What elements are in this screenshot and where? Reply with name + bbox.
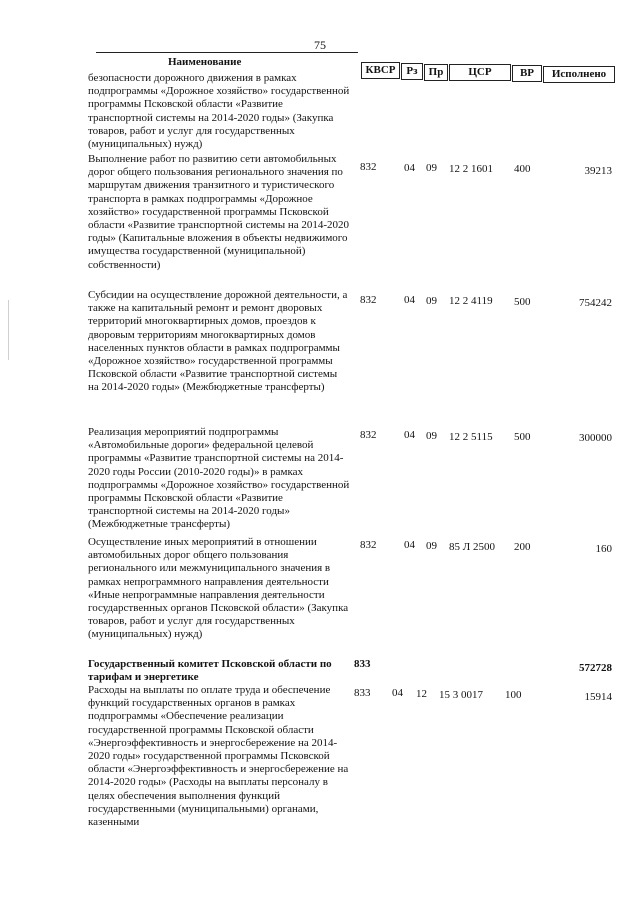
row-kvsr: 832 <box>360 294 377 306</box>
header-csr: ЦСР <box>449 64 511 81</box>
row-sum: 754242 <box>579 297 612 309</box>
row-pr: 09 <box>426 430 437 442</box>
row-vr: 500 <box>514 431 531 443</box>
row-name: Выполнение работ по развитию сети автомобильных дорог общего пользования регионального значения по маршрутам движения транзитного и туристического транспорта в рамках подпрограммы «Дорожное хозяйство» государственной программы Псковской области «Развитие транспортной системы на 2014-2020 годы» (Капитальные вложения в объекты недвижимого имущества государственной (муниципальной) собственности) <box>88 153 350 271</box>
row-rz: 04 <box>404 539 415 551</box>
row-kvsr: 833 <box>354 658 371 670</box>
row-sum: 300000 <box>579 432 612 444</box>
row-csr: 85 Л 2500 <box>449 541 495 553</box>
row-name: Реализация мероприятий подпрограммы «Автомобильные дороги» федеральной целевой программы «Развитие транспортной системы на 2014-2020 годы России (2010-2020 годы)» в рамках подпрограммы «Дорожное хозяйство» государственной программы Псковской области «Развитие транспортной системы на 2014-2020 годы» (Межбюджетные трансферты) <box>88 426 350 531</box>
row-rz: 04 <box>404 162 415 174</box>
row-kvsr: 832 <box>360 429 377 441</box>
row-pr: 09 <box>426 540 437 552</box>
row-csr: 12 2 5115 <box>449 431 493 443</box>
row-csr: 15 3 0017 <box>439 689 483 701</box>
row-name: Государственный комитет Псковской области по тарифам и энергетике <box>88 658 332 684</box>
row-pr: 09 <box>426 162 437 174</box>
row-sum: 15914 <box>584 691 612 703</box>
row-csr: 12 2 1601 <box>449 163 493 175</box>
header-vr: ВР <box>512 65 542 82</box>
row-csr: 12 2 4119 <box>449 295 493 307</box>
row-name: Субсидии на осуществление дорожной деятельности, а также на капитальный ремонт и ремонт дворовых территорий многоквартирных домов, проездов к дворовым территориям многоквартирных домов населенных пунктов области в рамках подпрограммы «Дорожное хозяйство» государственной программы Псковской области «Развитие транспортной системы на 2014-2020 годы» (Межбюджетные трансферты) <box>88 289 348 394</box>
row-vr: 400 <box>514 163 531 175</box>
scan-margin-mark <box>8 300 9 360</box>
header-rz: Рз <box>401 63 423 80</box>
row-sum: 160 <box>595 543 612 555</box>
header-name: Наименование <box>168 56 242 68</box>
page-number: 75 <box>314 38 326 52</box>
row-name: Расходы на выплаты по оплате труда и обеспечение функций государственных органов в рамках подпрограммы «Обеспечение реализации государственной программы Псковской области «Энергоэффективность и энергосбережение на 2014-2020 годы» государственной программы Псковской области «Энергоэффективность и энергосбережение на 2014-2020 годы» (Расходы на выплаты персоналу в целях обеспечения выполнения функций государственными (муниципальными) органами, казенными <box>88 684 349 829</box>
row-name: Осуществление иных мероприятий в отношении автомобильных дорог общего пользования регионального или межмуниципального значения в рамках непрограммного направления деятельности «Иные непрограммные направления деятельности государственных органов Псковской области» (Закупка товаров, работ и услуг для государственных (муниципальных) нужд) <box>88 536 349 641</box>
header-pr: Пр <box>424 64 448 81</box>
row-sum: 572728 <box>579 662 612 674</box>
header-done: Исполнено <box>543 66 615 83</box>
row-vr: 200 <box>514 541 531 553</box>
row-kvsr: 832 <box>360 161 377 173</box>
row-pr: 12 <box>416 688 427 700</box>
row-kvsr: 832 <box>360 539 377 551</box>
row-vr: 500 <box>514 296 531 308</box>
row-vr: 100 <box>505 689 522 701</box>
row-rz: 04 <box>404 294 415 306</box>
row-sum: 39213 <box>584 165 612 177</box>
row-kvsr: 833 <box>354 687 371 699</box>
row-rz: 04 <box>404 429 415 441</box>
row-rz: 04 <box>392 687 403 699</box>
row-pr: 09 <box>426 295 437 307</box>
row-name: безопасности дорожного движения в рамках подпрограммы «Дорожное хозяйство» государственной программы Псковской области «Развитие транспортной системы на 2014-2020 годы» (Закупка товаров, работ и услуг для государственных (муниципальных) нужд) <box>88 72 350 151</box>
header-kvsr: КВСР <box>361 62 400 79</box>
header-top-rule <box>96 52 358 53</box>
